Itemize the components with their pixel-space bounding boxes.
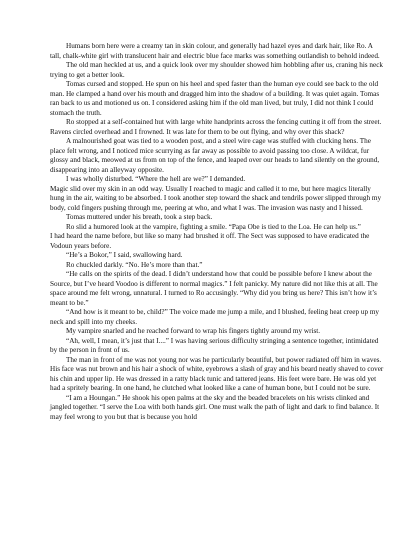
paragraph: Magic slid over my skin in an odd way. Usually I reached to magic and called it to me, but here magics literally hung in the air, waiting to be absorbed. I took another step toward the shack and tendrils power slipped through my body, cold fingers pushing through me, peering at who, and what I was. The invasion was nasty and I hissed. (50, 184, 382, 212)
paragraph: “I am a Houngan.” He shook his open palms at the sky and the beaded bracelets on his wrists clinked and jangled together. “I serve the Loa with both hands girl. One must walk the path of light and dark to find balance. It may feel wrong to you but that is because you hold (50, 393, 380, 421)
paragraph: “He’s a Bokor,” I said, swallowing hard. (66, 251, 183, 259)
document-page (50, 42, 384, 422)
paragraph: Ro chuckled darkly. “No. He’s more than that.” (66, 260, 203, 269)
paragraph: “Ah, well, I mean, it’s just that I....” I was having serious difficulty stringing a sentence together, intimidated by the person in front of us. (50, 336, 379, 354)
paragraph: Ro stopped at a self-contained hut with large white handprints across the fencing cutting it off from the street. Ravens circled overhead and I frowned. It was late for them to be out flying, and why over this shack? (50, 118, 382, 136)
paragraph: “He calls on the spirits of the dead. I didn’t understand how that could be possible before I knew about the Source, but I’ve heard Voodoo is different to normal magics.” I felt panicky. My nature did not like this at all. The space around me felt wrong, unnatural. I turned to Ro accusingly. “Why did you bring us here? This isn’t how it’s meant to be.” (50, 270, 378, 307)
paragraph: Tomas muttered under his breath, took a step back. (66, 213, 213, 221)
paragraph: Humans born here were a creamy tan in skin colour, and generally had hazel eyes and dark hair, like Ro. A tall, chalk-white girl with translucent hair and electric blue face marks was something outlandish to behold indeed. (50, 42, 380, 60)
paragraph: I had heard the name before, but like so many had brushed it off. The Sect was supposed to have eradicated the Vodoun years before. (50, 232, 370, 250)
paragraph: “And how is it meant to be, child?” The voice made me jump a mile, and I blushed, feeling heat creep up my neck and spill into my cheeks. (50, 308, 380, 326)
paragraph: The old man heckled at us, and a quick look over my shoulder showed him hobbling after us, craning his neck trying to get a better look. (50, 61, 383, 79)
paragraph: A malnourished goat was tied to a wooden post, and a steel wire cage was stuffed with clucking hens. The place felt wrong, and I noticed mice scurrying as far away as possible to avoid passing too close. A wildcat, fur glossy and black, meowed at us from on top of the fence, and leaped over our heads to land silently on the ground, disappearing into an alleyway opposite. (50, 137, 380, 174)
paragraph: The man in front of me was not young nor was he particularly beautiful, but power radiated off him in waves. His face was nut brown and his hair a shock of white, eyebrows a slash of gray and his beard neatly shaved to cover his chin and upper lip. He was dressed in a ratty black tunic and tattered jeans. His feet were bare. He was old yet had a spritely bearing. In one hand, he clutched what looked like a cane of human bone, but I could not be sure. (50, 355, 384, 392)
paragraph: Ro slid a humored look at the vampire, fighting a smile. “Papa Obe is tied to the Loa. He can help us.” (66, 222, 361, 231)
paragraph: My vampire snarled and he reached forward to wrap his fingers tightly around my wrist. (66, 327, 321, 335)
paragraph: Tomas cursed and stopped. He spun on his heel and sped faster than the human eye could see back to the old man. He clamped a hand over his mouth and dragged him into the shadow of a building. It was quiet again. Tomas ran back to us and motioned us on. I considered asking him if the old man lived, but truly, I did not think I could stomach the truth. (50, 80, 380, 117)
paragraph: I was wholly disturbed. “Where the hell are we?” I demanded. (66, 175, 246, 183)
